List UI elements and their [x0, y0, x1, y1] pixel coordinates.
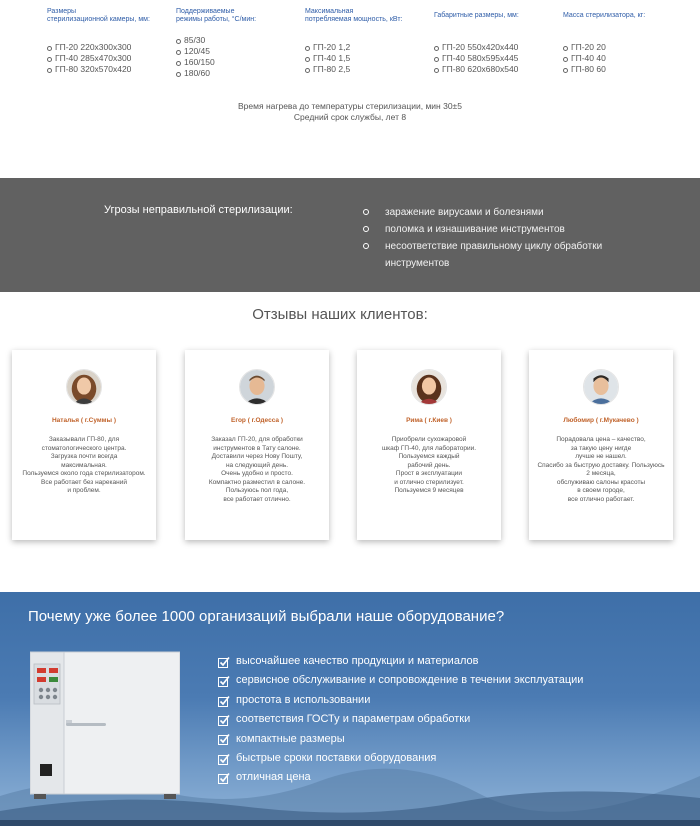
spec-header: Размеры стерилизационной камеры, мм:: [47, 8, 150, 23]
benefit-text: высочайшее качество продукции и материалов: [236, 655, 479, 667]
spec-item: ГП-20 20: [563, 42, 645, 53]
benefit-text: соответствия ГОСТу и параметрам обработки: [236, 713, 471, 726]
review-card: [12, 350, 156, 540]
sterilizer-product-image: [30, 650, 180, 800]
review-text: Порадовала цена – качество, за такую цену нигде лучше не нашел. Спасибо за быструю доставку. Пользуюсь 2 месяца, обслуживаю салоны красоты в своем городе, все отлично работает.: [537, 436, 665, 503]
spec-item: ГП-20 1,2: [305, 42, 402, 53]
review-card: [185, 350, 329, 540]
checkbox-check-icon: [218, 714, 230, 726]
reviews-title: Отзывы наших клиентов:: [252, 306, 428, 323]
spec-item: ГП-20 220x300x300: [47, 42, 150, 53]
checkbox-check-icon: [218, 772, 230, 784]
benefit-item: [218, 730, 583, 749]
spec-item: ГП-40 580x595x445: [434, 53, 519, 64]
checkbox-check-icon: [218, 753, 230, 765]
benefit-item: [218, 768, 583, 787]
spec-item: ГП-40 40: [563, 53, 645, 64]
spec-column-modes: [176, 8, 256, 79]
benefit-item: [218, 749, 583, 768]
avatar: [239, 369, 275, 405]
benefit-item: [218, 652, 583, 671]
threat-item: поломка и изнашивание инструментов: [362, 221, 662, 238]
checkbox-check-icon: [218, 733, 230, 745]
spec-item: ГП-40 1,5: [305, 53, 402, 64]
why-us-title: Почему уже более 1000 организаций выбрали наше оборудование?: [28, 608, 505, 625]
checkbox-check-icon: [218, 675, 230, 687]
spec-note-heating: Время нагрева до температуры стерилизации, мин 30±5: [238, 101, 462, 111]
spec-item: ГП-80 2,5: [305, 64, 402, 75]
spec-item: 160/150: [176, 57, 256, 68]
spec-item: 120/45: [176, 46, 256, 57]
benefit-text: простота в использовании: [236, 693, 371, 706]
spec-header: Габаритные размеры, мм:: [434, 12, 519, 19]
review-text: Заказал ГП-20, для обработки инструментов в Тату салоне. Доставили через Нову Пошту, на следующий день. Очень удобно и просто. Компактно разместил в салоне. Пользуюсь пол года, все работает отлично.: [208, 436, 306, 503]
avatar: [583, 369, 619, 405]
avatar: [66, 369, 102, 405]
spec-item: ГП-80 320x570x420: [47, 64, 150, 75]
reviewer-name: Егор ( г.Одесса ): [231, 417, 283, 424]
spec-list: [47, 42, 150, 75]
spec-item: 85/30: [176, 35, 256, 46]
spec-item: ГП-80 60: [563, 64, 645, 75]
benefit-text: сервисное обслуживание и сопровождение в течении эксплуатации: [236, 674, 584, 687]
why-us-list: [218, 652, 583, 788]
specs-section: [0, 0, 700, 178]
benefit-text: быстрые сроки поставки оборудования: [236, 752, 437, 765]
spec-item: ГП-40 285x470x300: [47, 53, 150, 64]
review-card: [529, 350, 673, 540]
checkbox-check-icon: [218, 695, 230, 707]
reviewer-name: Любомир ( г.Мукачево ): [563, 417, 639, 424]
reviewer-name: Наталья ( г.Суммы ): [51, 417, 117, 424]
spec-item: 180/60: [176, 68, 256, 79]
review-text: Заказывали ГП-80, для стоматологического центра. Загрузка почти всегда максимальная. Пользуемся около года стерилизатором. Все работает без нареканий и проблем.: [22, 436, 146, 494]
spec-column-weight: [563, 12, 645, 75]
benefit-text: отличная цена: [236, 771, 311, 784]
spec-header: Максимальная потребляемая мощность, кВт:: [305, 8, 403, 23]
benefit-item: [218, 691, 583, 710]
threat-item: заражение вирусами и болезнями: [362, 204, 662, 221]
spec-list: [176, 35, 256, 79]
threats-title: Угрозы неправильной стерилизации:: [104, 204, 293, 216]
threat-item: несоответствие правильному циклу обработки инструментов: [362, 238, 662, 272]
spec-list: [434, 42, 519, 75]
spec-item: ГП-80 620x680x540: [434, 64, 519, 75]
review-text: Приобрели сухожаровой шкаф ГП-40, для лаборатории. Пользуемся каждый рабочий день. Прост в эксплуатации и отлично стерилизует. Пользуемся 9 месяцев: [381, 436, 477, 494]
spec-header: Масса стерилизатора, кг:: [563, 12, 646, 19]
threats-list: [362, 204, 662, 272]
spec-item: ГП-20 550x420x440: [434, 42, 519, 53]
benefit-text: компактные размеры: [236, 732, 345, 745]
review-card: [357, 350, 501, 540]
threats-section: [0, 178, 700, 292]
benefit-item: [218, 671, 583, 690]
spec-column-power: [305, 8, 402, 75]
spec-header: Поддерживаемые режимы работы, °С/мин:: [176, 8, 257, 23]
spec-column-dimensions: [434, 12, 519, 75]
reviewer-name: Рима ( г.Киев ): [406, 417, 452, 424]
spec-column-chamber: [47, 8, 150, 75]
benefit-item: [218, 710, 583, 729]
spec-note-lifetime: Средний срок службы, лет 8: [293, 112, 407, 122]
spec-list: [305, 42, 402, 75]
avatar: [411, 369, 447, 405]
checkbox-check-icon: [218, 656, 230, 668]
spec-list: [563, 42, 645, 75]
